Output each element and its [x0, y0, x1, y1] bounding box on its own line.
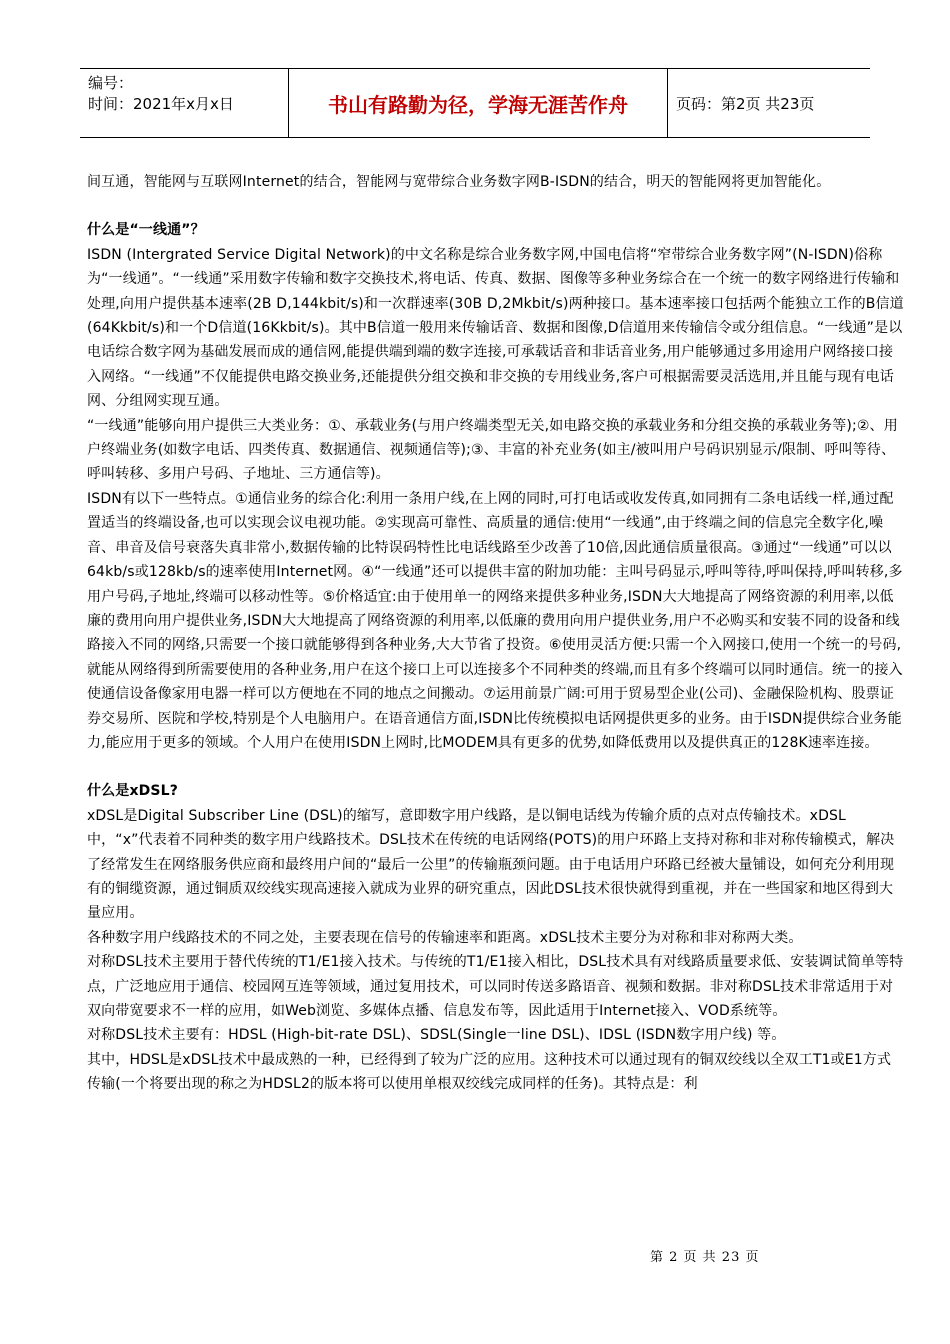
number-label: 编号： [88, 74, 134, 92]
header-motto: 书山有路勤为径，学海无涯苦作舟 [289, 69, 668, 137]
paragraph: 各种数字用户线路技术的不同之处，主要表现在信号的传输速率和距离。xDSL技术主要分为对称和非对称两大类。 [87, 929, 803, 946]
time-label: 时间：2021年x月x日 [88, 95, 234, 113]
paragraph: ISDN (Intergrated Service Digital Network)的中文名称是综合业务数字网,中国电信将“窄带综合业务数字网”(N-ISDN)俗称为“一线通”。“一线通”采用数字传输和数字交换技术,将电话、传真、数据、图像等多种业务综合在一个统一的数字网络进行传输和处理,向用户提供基本速率(2B D,144kbit/s)和一次群速率(30B D,2Mkbit/s)两种接口。基本速率接口包括两个能独立工作的B信道(64Kkbit/s)和一个D信道(16Kkbit/s)。其中B信道一般用来传输话音、数据和图像,D信道用来传输信令或分组信息。“一线通”是以电话综合数字网为基础发展而成的通信网,能提供端到端的数字连接,可承载话音和非话音业务,用户能够通过多用途用户网络接口接入网络。“一线通”不仅能提供电路交换业务,还能提供分组交换和非交换的专用线业务,客户可根据需要灵活选用,并且能与现有电话网、分组网实现互通。 [87, 246, 904, 410]
paragraph: 对称DSL技术主要用于替代传统的T1/E1接入技术。与传统的T1/E1接入相比，DSL技术具有对线路质量要求低、安装调试简单等特点，广泛地应用于通信、校园网互连等领域，通过复用技术，可以同时传送多路语音、视频和数据。非对称DSL技术非常适用于对双向带宽要求不一样的应用，如Web浏览、多媒体点播、信息发布等，因此适用于Internet接入、VOD系统等。 [87, 954, 904, 1019]
paragraph: xDSL是Digital Subscriber Line (DSL)的缩写，意即数字用户线路，是以铜电话线为传输介质的点对点传输技术。xDSL中，“x”代表着不同种类的数字用户线路技术。DSL技术在传统的电话网络(POTS)的用户环路上支持对称和非对称传输模式，解决了经常发生在网络服务供应商和最终用户间的“最后一公里”的传输瓶颈问题。由于电话用户环路已经被大量铺设，如何充分利用现有的铜缆资源，通过铜质双绞线实现高速接入就成为业界的研究重点，因此DSL技术很快就得到重视，并在一些国家和地区得到大量应用。 [87, 807, 895, 922]
page-footer: 第 2 页 共 23 页 [650, 1250, 760, 1265]
paragraph: 对称DSL技术主要有：HDSL (High-bit-rate DSL)、SDSL(Single一line DSL)、IDSL (ISDN数字用户线) 等。 [87, 1027, 786, 1044]
paragraph: 其中，HDSL是xDSL技术中最成熟的一种，已经得到了较为广泛的应用。这种技术可以通过现有的铜双绞线以全双工T1或E1方式传输(一个将要出现的称之为HDSL2的版本将可以使用单根双绞线完成同样的任务)。其特点是：利 [87, 1051, 892, 1093]
paragraph: “一线通”能够向用户提供三大类业务：①、承载业务(与用户终端类型无关,如电路交换的承载业务和分组交换的承载业务等);②、用户终端业务(如数字电话、四类传真、数据通信、视频通信等);③、丰富的补充业务(如主/被叫用户号码识别显示/限制、呼叫等待、呼叫转移、多用户号码、子地址、三方通信等)。 [87, 417, 898, 483]
section-heading-xdsl: 什么是xDSL? [87, 783, 178, 800]
intro-paragraph: 间互通，智能网与互联网Internet的结合，智能网与宽带综合业务数字网B-ISDN的结合，明天的智能网将更加智能化。 [87, 174, 831, 190]
header-page-info: 页码：第2页 共23页 [676, 94, 815, 113]
paragraph: ISDN有以下一些特点。①通信业务的综合化:利用一条用户线,在上网的同时,可打电话或收发传真,如同拥有二条电话线一样,通过配置适当的终端设备,也可以实现会议电视功能。②实现高可靠性、高质量的通信:使用“一线通”,由于终端之间的信息完全数字化,噪音、串音及信号衰落失真非常小,数据传输的比特误码特性比电话线路至少改善了10倍,因此通信质量很高。③通过“一线通”可以以64kb/s或128kb/s的速率使用Internet网。④“一线通”还可以提供丰富的附加功能：主叫号码显示,呼叫等待,呼叫保持,呼叫转移,多用户号码,子地址,终端可以移动性等。⑤价格适宜:由于使用单一的网络来提供多种业务,ISDN大大地提高了网络资源的利用率,以低廉的费用向用户提供业务,ISDN大大地提高了网络资源的利用率,以低廉的费用向用户提供业务,用户不必购买和安装不同的设备和线路接入不同的网络,只需要一个接口就能够得到各种业务,大大节省了投资。⑥使用灵活方便:只需一个入网接口,使用一个统一的号码,就能从网络得到所需要使用的各种业务,用户在这个接口上可以连接多个不同种类的终端,而且有多个终端可以同时通信。统一的接入使通信设备像家用电器一样可以方便地在不同的地点之间搬动。⑦运用前景广阔:可用于贸易型企业(公司)、金融保险机构、股票证券交易所、医院和学校,特别是个人电脑用户。在语音通信方面,ISDN比传统模拟电话网提供更多的业务。由于ISDN提供综合业务能力,能应用于更多的领域。个人用户在使用ISDN上网时,比MODEM具有更多的优势,如降低费用以及提供真正的128K速率连接。 [87, 490, 903, 751]
header-meta [80, 69, 289, 137]
page-header [80, 68, 870, 138]
section-heading-isdn: 什么是“一线通”？ [87, 222, 205, 239]
document-body [87, 170, 905, 1097]
